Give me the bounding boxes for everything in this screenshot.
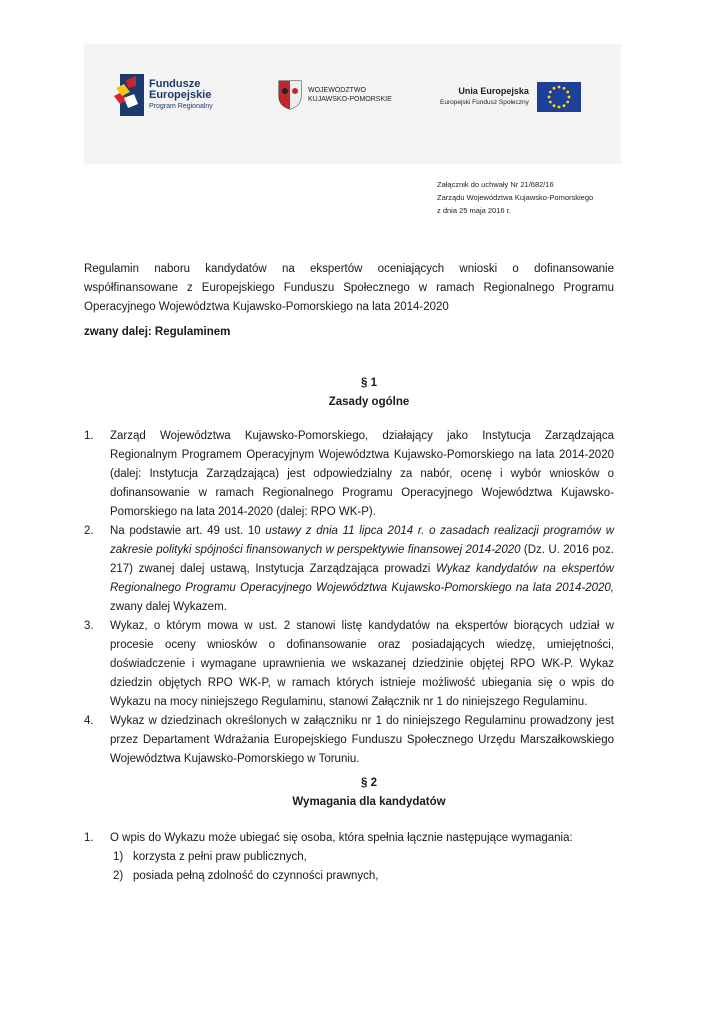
logo-fe-line2: Europejskie bbox=[149, 88, 212, 101]
section-2-sublist bbox=[113, 848, 613, 886]
annex-line2: Zarządu Województwa Kujawsko-Pomorskiego bbox=[437, 193, 594, 202]
section-1-number: § 1 bbox=[361, 377, 377, 389]
sublist-item-number: 2) bbox=[113, 870, 124, 882]
sublist-item-text: posiada pełną zdolność do czynności prawnych, bbox=[133, 870, 379, 882]
annex-note bbox=[437, 178, 593, 217]
list-item-text: Zarząd Województwa Kujawsko-Pomorskiego, działający jako Instytucja Zarządzająca Regionalnym Programem Operacyjnym Województwa Kujawsko-Pomorskiego na lata 2014-2020 (dalej: Instytucja Zarządzająca) jest odpowiedzialny za nabór, ocenę i wybór wniosków o dofinansowanie w ramach Regionalnego Programu Operacyjnego Województwa Kujawsko-Pomorskiego na lata 2014-2020 (dalej: RPO WK-P). bbox=[110, 430, 614, 518]
fundusze-europejskie-logo bbox=[114, 74, 213, 116]
list-item bbox=[84, 829, 614, 848]
logo-fe-line1: Fundusze bbox=[149, 77, 201, 90]
list-item bbox=[84, 712, 614, 769]
list-item-text: Wykaz w dziedzinach określonych w załączniku nr 1 do niniejszego Regulaminu prowadzony jest przez Departament Wdrażania Europejskiego Funduszu Społecznego Urzędu Marszałkowskiego Województwa Kujawsko-Pomorskiego w Toruniu. bbox=[110, 715, 614, 765]
list-item-text-part: Na podstawie art. 49 ust. 10 bbox=[110, 525, 266, 537]
logo-fe-line3: Program Regionalny bbox=[149, 102, 213, 110]
list-item-text: Wykaz, o którym mowa w ust. 2 stanowi listę kandydatów na ekspertów biorących udział w procesie oceny wniosków o dofinansowanie oraz posiadających wiedzę, umiejętności, doświadczenie i wymagane uprawnienia we wskazanej dziedzinie objętej RPO WK-P. Wykaz dziedzin objętych RPO WK-P, w ramach których istnieje możliwość ubiegania się o wpis do Wykazu na mocy niniejszego Regulaminu, stanowi Załącznik nr 1 do niniejszego Regulaminu. bbox=[110, 620, 614, 708]
list-item-text-part: zwany dalej Wykazem. bbox=[110, 601, 227, 613]
list-item bbox=[84, 617, 614, 712]
annex-line1: Załącznik do uchwały Nr 21/682/16 bbox=[437, 180, 554, 189]
list-item-italic-part: Wykaz kandydatów na ekspertów Regionalnego Programu Operacyjnego Województwa Kujawsko-Pomorskiego na lata 2014-2020, bbox=[110, 563, 614, 594]
sublist-item bbox=[113, 867, 613, 886]
fundusze-europejskie-emblem-icon bbox=[114, 74, 144, 116]
eu-flag-icon bbox=[537, 82, 581, 112]
section-1-list bbox=[84, 427, 614, 769]
list-item-number: 3. bbox=[84, 620, 94, 632]
section-2-heading: Wymagania dla kandydatów bbox=[292, 796, 446, 808]
list-item-number: 1. bbox=[84, 430, 94, 442]
logo-ue-line1: Unia Europejska bbox=[458, 86, 529, 96]
section-2-number: § 2 bbox=[361, 777, 377, 789]
list-item-text-part: (Dz. U. 2016 poz. 217) zwanej dalej ustawą, Instytucja Zarządzająca prowadzi bbox=[110, 544, 614, 575]
document-title: Regulamin naboru kandydatów na ekspertów oceniających wnioski o dofinansowanie współfinansowane z Europejskiego Funduszu Społecznego w ramach Regionalnego Programu Operacyjnego Województwa Kujawsko-Pomorskiego na lata 2014-2020 bbox=[84, 263, 614, 313]
list-item-italic-part: ustawy z dnia 11 lipca 2014 r. o zasadach realizacji programów w zakresie polityki spójności finansowanych w perspektywie finansowej 2014-2020 bbox=[110, 525, 615, 556]
list-item bbox=[84, 427, 614, 522]
list-item-text: O wpis do Wykazu może ubiegać się osoba, która spełnia łącznie następujące wymagania: bbox=[110, 832, 573, 844]
logo-kp-line2: KUJAWSKO-POMORSKIE bbox=[308, 96, 392, 103]
annex-line3: z dnia 25 maja 2016 r. bbox=[437, 206, 511, 215]
list-item-number: 1. bbox=[84, 832, 94, 844]
section-1-heading: Zasady ogólne bbox=[328, 396, 410, 408]
logo-kp-line1: WOJEWÓDZTWO bbox=[308, 87, 366, 94]
coat-of-arms-icon bbox=[278, 80, 302, 110]
section-2-list bbox=[84, 829, 614, 848]
document-subtitle: zwany dalej: Regulaminem bbox=[84, 326, 231, 338]
section-1-header bbox=[84, 374, 654, 412]
list-item-number: 4. bbox=[84, 715, 94, 727]
list-item bbox=[84, 522, 614, 617]
sublist-item-text: korzysta z pełni praw publicznych, bbox=[133, 851, 307, 863]
list-item-number: 2. bbox=[84, 525, 94, 537]
sublist-item-number: 1) bbox=[113, 851, 124, 863]
sublist-item bbox=[113, 848, 613, 867]
kujawsko-pomorskie-logo bbox=[278, 80, 392, 110]
logo-ue-line2: Europejski Fundusz Społeczny bbox=[440, 99, 529, 106]
unia-europejska-logo bbox=[440, 82, 581, 112]
section-2-header bbox=[84, 774, 654, 812]
